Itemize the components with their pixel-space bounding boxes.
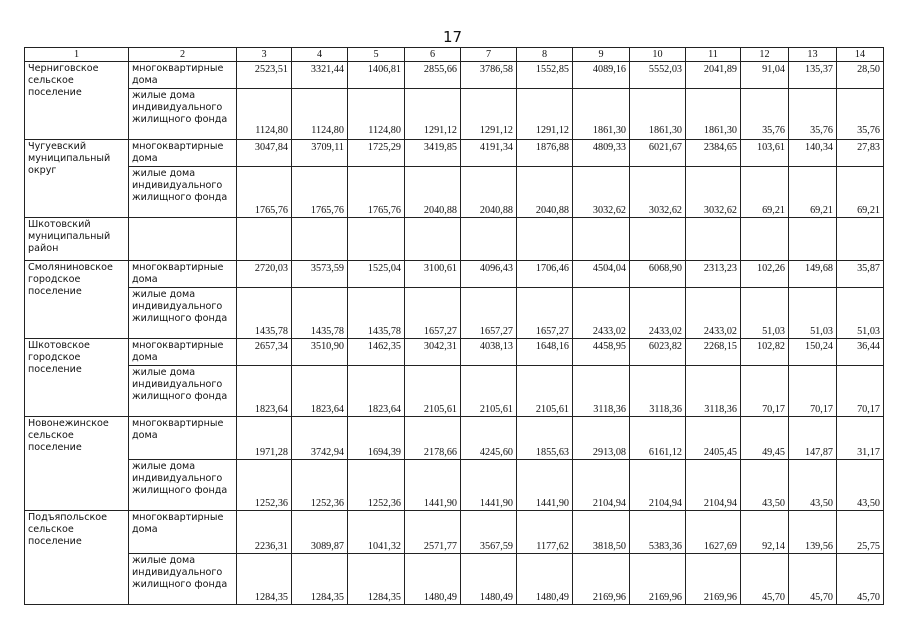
value-cell: 1441,90 xyxy=(461,460,517,511)
value-cell: 1284,35 xyxy=(237,554,292,605)
value-cell: 102,26 xyxy=(741,261,789,288)
column-header: 7 xyxy=(461,48,517,62)
value-cell: 43,50 xyxy=(837,460,884,511)
value-cell: 69,21 xyxy=(741,167,789,218)
table-row xyxy=(25,62,884,89)
housing-type: жилые дома индивидуального жилищного фонда xyxy=(129,288,237,339)
value-cell: 1855,63 xyxy=(517,417,573,460)
value-cell: 1284,35 xyxy=(292,554,348,605)
column-header: 13 xyxy=(789,48,837,62)
value-cell: 4096,43 xyxy=(461,261,517,288)
value-cell: 1725,29 xyxy=(348,140,405,167)
value-cell: 3321,44 xyxy=(292,62,348,89)
value-cell: 70,17 xyxy=(741,366,789,417)
value-cell: 1480,49 xyxy=(517,554,573,605)
value-cell: 3089,87 xyxy=(292,511,348,554)
value-cell: 3573,59 xyxy=(292,261,348,288)
value-cell: 3709,11 xyxy=(292,140,348,167)
value-cell: 1124,80 xyxy=(237,89,292,140)
table-row xyxy=(25,261,884,288)
value-cell: 1552,85 xyxy=(517,62,573,89)
value-cell: 1291,12 xyxy=(517,89,573,140)
table-row xyxy=(25,288,884,339)
value-cell: 2105,61 xyxy=(461,366,517,417)
value-cell: 2855,66 xyxy=(405,62,461,89)
value-cell: 2040,88 xyxy=(461,167,517,218)
housing-type: многоквартирные дома xyxy=(129,62,237,89)
value-cell: 2104,94 xyxy=(573,460,630,511)
value-cell: 2105,61 xyxy=(405,366,461,417)
empty-cell xyxy=(741,218,789,261)
empty-cell xyxy=(292,218,348,261)
tariff-table xyxy=(24,47,884,605)
value-cell: 4504,04 xyxy=(573,261,630,288)
value-cell: 1971,28 xyxy=(237,417,292,460)
value-cell: 92,14 xyxy=(741,511,789,554)
empty-cell xyxy=(630,218,686,261)
value-cell: 147,87 xyxy=(789,417,837,460)
column-header: 4 xyxy=(292,48,348,62)
table-row xyxy=(25,460,884,511)
value-cell: 2105,61 xyxy=(517,366,573,417)
value-cell: 2169,96 xyxy=(630,554,686,605)
value-cell: 2169,96 xyxy=(686,554,741,605)
housing-type: многоквартирные дома xyxy=(129,261,237,288)
value-cell: 2523,51 xyxy=(237,62,292,89)
value-cell: 1406,81 xyxy=(348,62,405,89)
value-cell: 149,68 xyxy=(789,261,837,288)
value-cell: 35,76 xyxy=(741,89,789,140)
value-cell: 45,70 xyxy=(837,554,884,605)
table-row xyxy=(25,511,884,554)
value-cell: 6021,67 xyxy=(630,140,686,167)
table-row xyxy=(25,140,884,167)
value-cell: 3818,50 xyxy=(573,511,630,554)
value-cell: 2313,23 xyxy=(686,261,741,288)
table-body xyxy=(25,62,884,605)
value-cell: 4809,33 xyxy=(573,140,630,167)
value-cell: 70,17 xyxy=(837,366,884,417)
value-cell: 2104,94 xyxy=(630,460,686,511)
value-cell: 2913,08 xyxy=(573,417,630,460)
municipality-name: Смоляниновское городское поселение xyxy=(25,261,129,339)
value-cell: 1648,16 xyxy=(517,339,573,366)
column-header: 3 xyxy=(237,48,292,62)
value-cell: 1041,32 xyxy=(348,511,405,554)
empty-cell xyxy=(129,218,237,261)
empty-cell xyxy=(789,218,837,261)
value-cell: 3118,36 xyxy=(630,366,686,417)
value-cell: 1823,64 xyxy=(292,366,348,417)
value-cell: 2104,94 xyxy=(686,460,741,511)
value-cell: 51,03 xyxy=(837,288,884,339)
value-cell: 2405,45 xyxy=(686,417,741,460)
value-cell: 69,21 xyxy=(789,167,837,218)
value-cell: 6023,82 xyxy=(630,339,686,366)
column-header: 9 xyxy=(573,48,630,62)
value-cell: 150,24 xyxy=(789,339,837,366)
value-cell: 3042,31 xyxy=(405,339,461,366)
value-cell: 45,70 xyxy=(789,554,837,605)
value-cell: 2384,65 xyxy=(686,140,741,167)
value-cell: 31,17 xyxy=(837,417,884,460)
value-cell: 1694,39 xyxy=(348,417,405,460)
value-cell: 1861,30 xyxy=(573,89,630,140)
municipality-name: Шкотовский муниципальный район xyxy=(25,218,129,261)
housing-type: жилые дома индивидуального жилищного фонда xyxy=(129,366,237,417)
value-cell: 3047,84 xyxy=(237,140,292,167)
value-cell: 51,03 xyxy=(741,288,789,339)
value-cell: 3032,62 xyxy=(686,167,741,218)
value-cell: 2169,96 xyxy=(573,554,630,605)
value-cell: 35,76 xyxy=(837,89,884,140)
value-cell: 6068,90 xyxy=(630,261,686,288)
empty-cell xyxy=(517,218,573,261)
value-cell: 49,45 xyxy=(741,417,789,460)
value-cell: 1861,30 xyxy=(630,89,686,140)
value-cell: 1441,90 xyxy=(405,460,461,511)
value-cell: 2236,31 xyxy=(237,511,292,554)
value-cell: 2433,02 xyxy=(630,288,686,339)
value-cell: 43,50 xyxy=(741,460,789,511)
column-header: 12 xyxy=(741,48,789,62)
value-cell: 4038,13 xyxy=(461,339,517,366)
municipality-name: Новонежинское сельское поселение xyxy=(25,417,129,511)
value-cell: 4089,16 xyxy=(573,62,630,89)
value-cell: 2040,88 xyxy=(405,167,461,218)
column-header: 6 xyxy=(405,48,461,62)
value-cell: 2657,34 xyxy=(237,339,292,366)
value-cell: 1876,88 xyxy=(517,140,573,167)
column-header: 1 xyxy=(25,48,129,62)
value-cell: 1525,04 xyxy=(348,261,405,288)
value-cell: 1823,64 xyxy=(237,366,292,417)
empty-cell xyxy=(405,218,461,261)
column-header: 14 xyxy=(837,48,884,62)
value-cell: 3510,90 xyxy=(292,339,348,366)
value-cell: 1480,49 xyxy=(405,554,461,605)
value-cell: 3032,62 xyxy=(573,167,630,218)
value-cell: 1435,78 xyxy=(348,288,405,339)
value-cell: 2720,03 xyxy=(237,261,292,288)
value-cell: 3567,59 xyxy=(461,511,517,554)
value-cell: 1462,35 xyxy=(348,339,405,366)
housing-type: многоквартирные дома xyxy=(129,339,237,366)
value-cell: 69,21 xyxy=(837,167,884,218)
page-number: 17 xyxy=(442,28,463,46)
value-cell: 1823,64 xyxy=(348,366,405,417)
value-cell: 3118,36 xyxy=(686,366,741,417)
value-cell: 1765,76 xyxy=(348,167,405,218)
table-row xyxy=(25,218,884,261)
housing-type: жилые дома индивидуального жилищного фонда xyxy=(129,460,237,511)
value-cell: 4458,95 xyxy=(573,339,630,366)
table-row xyxy=(25,417,884,460)
municipality-name: Шкотовское городское поселение xyxy=(25,339,129,417)
value-cell: 2433,02 xyxy=(686,288,741,339)
value-cell: 70,17 xyxy=(789,366,837,417)
value-cell: 2041,89 xyxy=(686,62,741,89)
value-cell: 3419,85 xyxy=(405,140,461,167)
value-cell: 1284,35 xyxy=(348,554,405,605)
value-cell: 35,87 xyxy=(837,261,884,288)
value-cell: 2040,88 xyxy=(517,167,573,218)
column-header: 11 xyxy=(686,48,741,62)
municipality-name: Чугуевский муниципальный округ xyxy=(25,140,129,218)
value-cell: 1124,80 xyxy=(348,89,405,140)
value-cell: 35,76 xyxy=(789,89,837,140)
value-cell: 91,04 xyxy=(741,62,789,89)
empty-cell xyxy=(573,218,630,261)
value-cell: 36,44 xyxy=(837,339,884,366)
column-header: 8 xyxy=(517,48,573,62)
value-cell: 45,70 xyxy=(741,554,789,605)
value-cell: 5383,36 xyxy=(630,511,686,554)
value-cell: 135,37 xyxy=(789,62,837,89)
value-cell: 1124,80 xyxy=(292,89,348,140)
empty-cell xyxy=(237,218,292,261)
table-row xyxy=(25,554,884,605)
value-cell: 2571,77 xyxy=(405,511,461,554)
value-cell: 28,50 xyxy=(837,62,884,89)
value-cell: 1252,36 xyxy=(348,460,405,511)
empty-cell xyxy=(348,218,405,261)
table-row xyxy=(25,339,884,366)
value-cell: 1177,62 xyxy=(517,511,573,554)
value-cell: 3786,58 xyxy=(461,62,517,89)
municipality-name: Подъяпольское сельское поселение xyxy=(25,511,129,605)
housing-type: жилые дома индивидуального жилищного фонда xyxy=(129,167,237,218)
value-cell: 25,75 xyxy=(837,511,884,554)
column-header: 2 xyxy=(129,48,237,62)
empty-cell xyxy=(461,218,517,261)
value-cell: 1861,30 xyxy=(686,89,741,140)
value-cell: 103,61 xyxy=(741,140,789,167)
column-header: 5 xyxy=(348,48,405,62)
value-cell: 1252,36 xyxy=(237,460,292,511)
value-cell: 3118,36 xyxy=(573,366,630,417)
value-cell: 1657,27 xyxy=(405,288,461,339)
municipality-name: Черниговское сельское поселение xyxy=(25,62,129,140)
value-cell: 1765,76 xyxy=(237,167,292,218)
value-cell: 27,83 xyxy=(837,140,884,167)
value-cell: 3742,94 xyxy=(292,417,348,460)
housing-type: многоквартирные дома xyxy=(129,417,237,460)
value-cell: 4191,34 xyxy=(461,140,517,167)
housing-type: жилые дома индивидуального жилищного фонда xyxy=(129,89,237,140)
value-cell: 5552,03 xyxy=(630,62,686,89)
housing-type: многоквартирные дома xyxy=(129,511,237,554)
column-header: 10 xyxy=(630,48,686,62)
value-cell: 43,50 xyxy=(789,460,837,511)
value-cell: 1706,46 xyxy=(517,261,573,288)
value-cell: 140,34 xyxy=(789,140,837,167)
value-cell: 1765,76 xyxy=(292,167,348,218)
value-cell: 1252,36 xyxy=(292,460,348,511)
housing-type: многоквартирные дома xyxy=(129,140,237,167)
table-row xyxy=(25,366,884,417)
value-cell: 6161,12 xyxy=(630,417,686,460)
value-cell: 4245,60 xyxy=(461,417,517,460)
value-cell: 3032,62 xyxy=(630,167,686,218)
value-cell: 3100,61 xyxy=(405,261,461,288)
header-row xyxy=(25,48,884,62)
value-cell: 1441,90 xyxy=(517,460,573,511)
empty-cell xyxy=(686,218,741,261)
value-cell: 1291,12 xyxy=(461,89,517,140)
value-cell: 1627,69 xyxy=(686,511,741,554)
table-row xyxy=(25,89,884,140)
value-cell: 2433,02 xyxy=(573,288,630,339)
housing-type: жилые дома индивидуального жилищного фонда xyxy=(129,554,237,605)
value-cell: 1480,49 xyxy=(461,554,517,605)
empty-cell xyxy=(837,218,884,261)
value-cell: 1435,78 xyxy=(292,288,348,339)
value-cell: 1291,12 xyxy=(405,89,461,140)
value-cell: 51,03 xyxy=(789,288,837,339)
value-cell: 2178,66 xyxy=(405,417,461,460)
value-cell: 2268,15 xyxy=(686,339,741,366)
value-cell: 1435,78 xyxy=(237,288,292,339)
value-cell: 1657,27 xyxy=(517,288,573,339)
table-row xyxy=(25,167,884,218)
value-cell: 139,56 xyxy=(789,511,837,554)
value-cell: 102,82 xyxy=(741,339,789,366)
value-cell: 1657,27 xyxy=(461,288,517,339)
